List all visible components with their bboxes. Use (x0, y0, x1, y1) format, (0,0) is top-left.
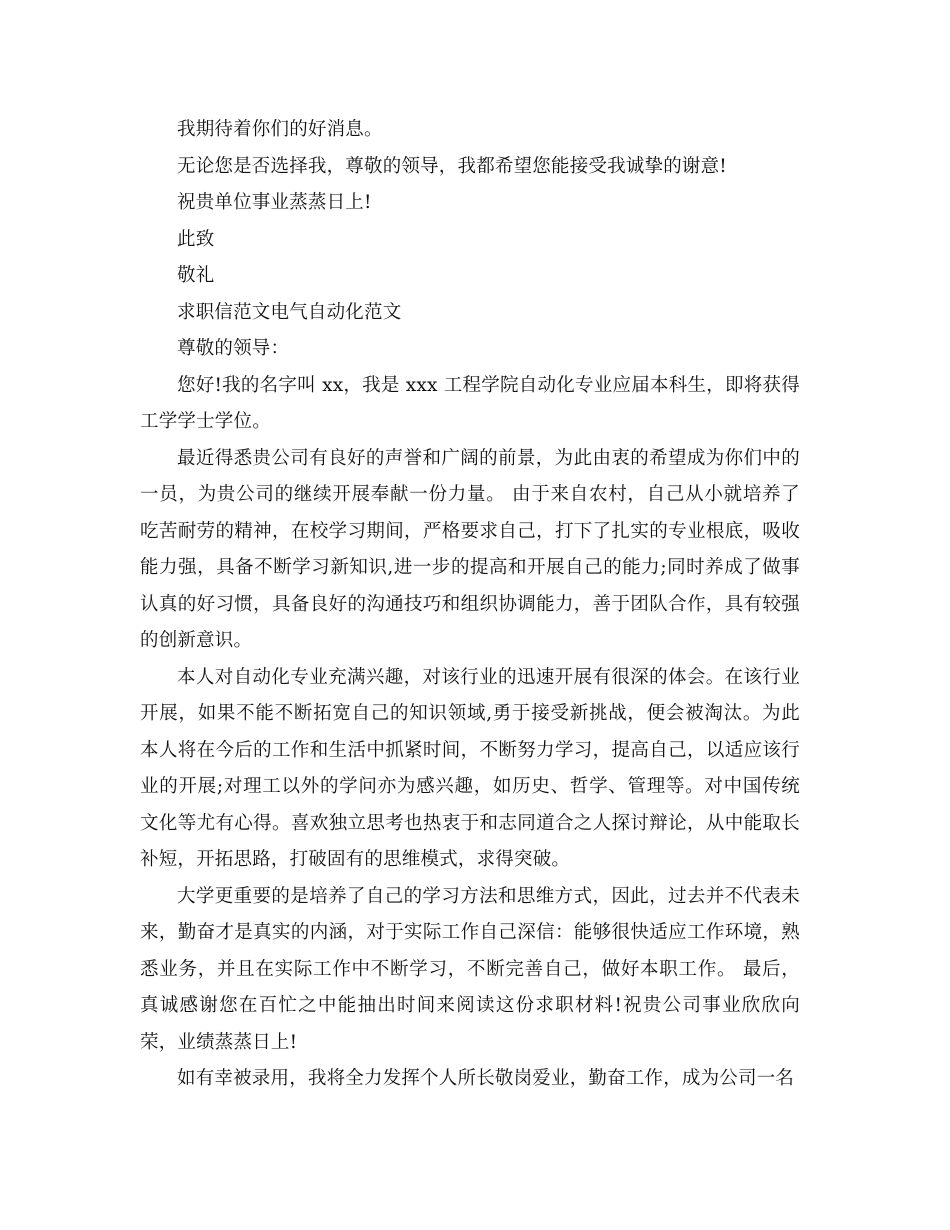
ci-zhi-line: 此致 (177, 228, 215, 250)
thanks-line: 无论您是否选择我，尊敬的领导，我都希望您能接受我诚挚的谢意! (177, 155, 727, 177)
section-title: 求职信范文电气自动化范文 (177, 301, 402, 323)
document-body (140, 112, 800, 1098)
paragraph-commitment: 如有幸被录用，我将全力发挥个人所长敬岗爱业，勤奋工作，成为公司一名 (177, 1068, 795, 1089)
jing-li-line: 敬礼 (177, 265, 215, 286)
salutation: 尊敬的领导： (177, 338, 290, 359)
paragraph-interest: 本人对自动化专业充满兴趣，对该行业的迅速开展有很深的体会。在该行业开展，如果不能不断拓宽自己的知识领域,勇于接受新挑战，便会被淘汰。为此本人将在今后的工作和生活中抓紧时间，不断努力学习，提高自己，以适应该行业的开展;对理工以外的学问亦为感兴趣，如历史、哲学、管理等。对中国传统文化等尤有心得。喜欢独立思考也热衷于和志同道合之人探讨辩论，从中能取长补短，开拓思路，打破固有的思维模式，求得突破。 (140, 666, 800, 870)
paragraph-closing-thanks: 大学更重要的是培养了自己的学习方法和思维方式，因此，过去并不代表未来，勤奋才是真实的内涵，对于实际工作自己深信：能够很快适应工作环境，熟悉业务，并且在实际工作中不断学习，不断完善自己，做好本职工作。 最后，真诚感谢您在百忙之中能抽出时间来阅读这份求职材料!祝贵公司事业欣欣向荣，业绩蒸蒸日上! (140, 885, 800, 1053)
paragraph-greeting: 您好!我的名字叫 xx，我是 xxx 工程学院自动化专业应届本科生，即将获得工学学士学位。 (140, 374, 800, 432)
wish-line: 祝贵单位事业蒸蒸日上! (177, 192, 372, 213)
paragraph-motivation: 最近得悉贵公司有良好的声誉和广阔的前景，为此由衷的希望成为你们中的一员，为贵公司的继续开展奉献一份力量。 由于来自农村，自己从小就培养了吃苦耐劳的精神，在校学习期间，严格要求自己，打下了扎实的专业根底，吸收能力强，具备不断学习新知识,进一步的提高和开展自己的能力;同时养成了做事认真的好习惯，具备良好的沟通技巧和组织协调能力，善于团队合作，具有较强的创新意识。 (140, 447, 800, 651)
closing-hope-line: 我期待着你们的好消息。 (177, 119, 383, 140)
